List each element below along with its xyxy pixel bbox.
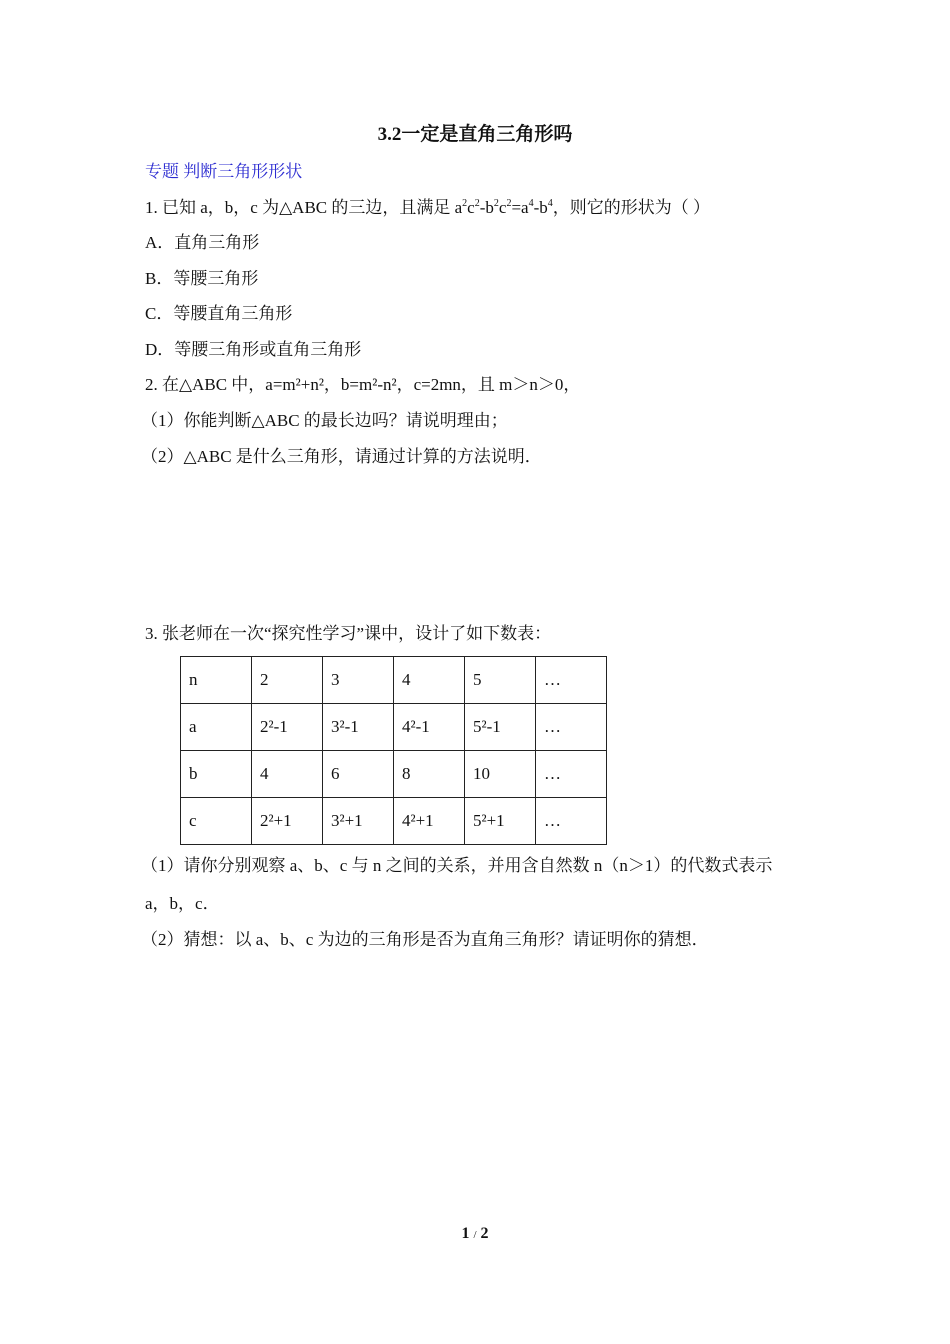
table-cell: 3²+1: [323, 798, 394, 845]
table-cell: 4²+1: [394, 798, 465, 845]
page-total: 2: [480, 1225, 489, 1242]
table-cell: 3: [323, 657, 394, 704]
q3-part-1-line-2: a，b，c．: [145, 894, 220, 913]
question-3-stem: 3. 张老师在一次“探究性学习”课中，设计了如下数表：: [145, 624, 552, 643]
table-cell: 10: [465, 751, 536, 798]
number-table: [180, 656, 607, 845]
table-cell: a: [181, 704, 252, 751]
table-row-a: [181, 704, 607, 751]
page-number: [0, 1225, 950, 1243]
q3-part-1-line-1: （1）请你分别观察 a、b、c 与 n 之间的关系，并用含自然数 n（n＞1）的代数式表示: [141, 856, 773, 875]
section-heading: 专题 判断三角形形状: [145, 162, 303, 181]
table-cell: 2: [252, 657, 323, 704]
table-cell: 2²+1: [252, 798, 323, 845]
table-cell: 4²-1: [394, 704, 465, 751]
q2-part-1: （1）你能判断△ABC 的最长边吗？请说明理由；: [141, 411, 508, 430]
q1-option-b: B．等腰三角形: [145, 269, 259, 288]
table-cell: 2²-1: [252, 704, 323, 751]
q1-stem-post: ，则它的形状为（ ）: [552, 198, 710, 217]
table-cell: …: [536, 751, 607, 798]
table-cell: b: [181, 751, 252, 798]
page-current: 1: [461, 1225, 470, 1242]
table-cell: …: [536, 657, 607, 704]
question-1-stem: 1. 已知 a，b，c 为△ABC 的三边，且满足 $a^2c^2-b^2c^2=a^4-b^4$，则它的形状为（ ）: [145, 198, 710, 217]
table-row-b: [181, 751, 607, 798]
page-separator: /: [473, 1229, 477, 1241]
table-cell: 4: [394, 657, 465, 704]
q1-option-c: C．等腰直角三角形: [145, 304, 293, 323]
table-row-c: [181, 798, 607, 845]
table-cell: …: [536, 704, 607, 751]
page-title: 3.2一定是直角三角形吗: [377, 124, 573, 145]
q1-option-d: D．等腰三角形或直角三角形: [145, 340, 362, 359]
q1-stem-pre: 1. 已知 a，b，c 为△ABC 的三边，且满足 a: [145, 198, 463, 217]
q2-part-2: （2）△ABC 是什么三角形，请通过计算的方法说明．: [141, 447, 542, 466]
table-row-n: [181, 657, 607, 704]
table-cell: 3²-1: [323, 704, 394, 751]
q1-option-a: A．直角三角形: [145, 233, 260, 252]
table-cell: n: [181, 657, 252, 704]
table-cell: 4: [252, 751, 323, 798]
table-cell: 5²-1: [465, 704, 536, 751]
table-cell: c: [181, 798, 252, 845]
question-2-stem: 2. 在△ABC 中，a=m²+n²，b=m²-n²，c=2mn，且 m＞n＞0，: [145, 375, 581, 394]
table-cell: 6: [323, 751, 394, 798]
q3-part-2: （2）猜想：以 a、b、c 为边的三角形是否为直角三角形？请证明你的猜想．: [141, 930, 709, 949]
table-cell: 5: [465, 657, 536, 704]
table-cell: …: [536, 798, 607, 845]
table-cell: 5²+1: [465, 798, 536, 845]
table-cell: 8: [394, 751, 465, 798]
